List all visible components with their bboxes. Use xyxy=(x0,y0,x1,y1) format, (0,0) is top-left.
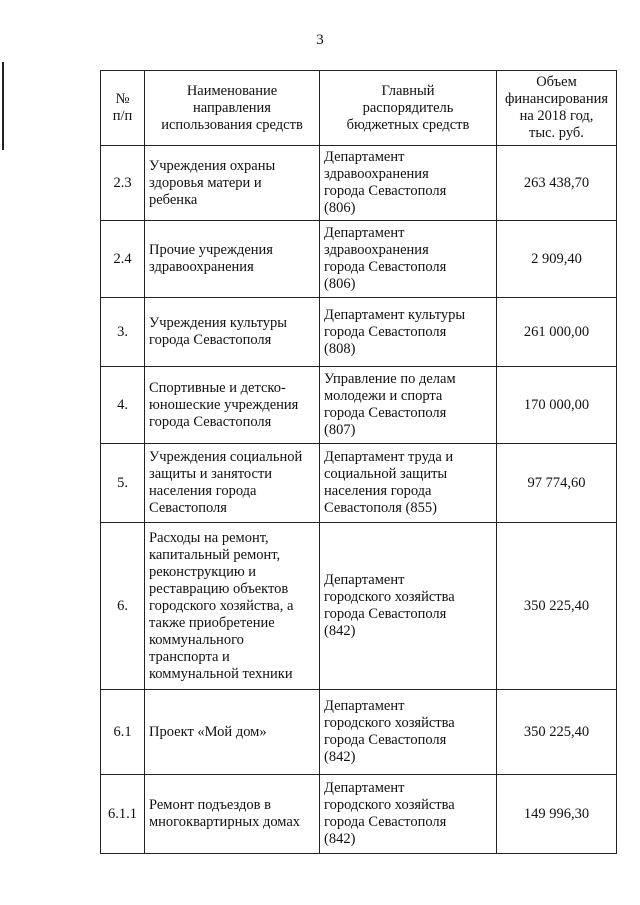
header-amount: Объем финансирования на 2018 год, тыс. руб. xyxy=(497,71,617,146)
row-num: 6.1 xyxy=(101,690,145,775)
row-name: Ремонт подъездов в многоквартирных домах xyxy=(145,775,320,854)
header-dept: Главный распорядитель бюджетных средств xyxy=(320,71,497,146)
row-num: 6.1.1 xyxy=(101,775,145,854)
row-dept: Департамент городского хозяйства города Севастополя (842) xyxy=(320,775,497,854)
row-amount: 97 774,60 xyxy=(497,444,617,523)
table-row xyxy=(101,221,617,298)
table-row xyxy=(101,298,617,367)
row-num: 5. xyxy=(101,444,145,523)
row-num: 4. xyxy=(101,367,145,444)
row-amount: 261 000,00 xyxy=(497,298,617,367)
row-num: 6. xyxy=(101,523,145,690)
page-number: 3 xyxy=(316,32,324,48)
row-amount: 350 225,40 xyxy=(497,690,617,775)
table-row xyxy=(101,146,617,221)
row-amount: 350 225,40 xyxy=(497,523,617,690)
row-dept: Департамент здравоохранения города Севастополя (806) xyxy=(320,146,497,221)
row-name: Учреждения социальной защиты и занятости населения города Севастополя xyxy=(145,444,320,523)
table-row xyxy=(101,690,617,775)
row-dept: Департамент городского хозяйства города Севастополя (842) xyxy=(320,690,497,775)
header-name: Наименование направления использования средств xyxy=(145,71,320,146)
row-amount: 2 909,40 xyxy=(497,221,617,298)
table-row xyxy=(101,775,617,854)
row-name: Спортивные и детско- юношеские учреждения города Севастополя xyxy=(145,367,320,444)
row-amount: 263 438,70 xyxy=(497,146,617,221)
row-dept: Департамент здравоохранения города Севастополя (806) xyxy=(320,221,497,298)
row-num: 2.3 xyxy=(101,146,145,221)
scan-edge-mark xyxy=(2,62,4,150)
table-row xyxy=(101,367,617,444)
row-amount: 149 996,30 xyxy=(497,775,617,854)
row-name: Проект «Мой дом» xyxy=(145,690,320,775)
row-dept: Управление по делам молодежи и спорта города Севастополя (807) xyxy=(320,367,497,444)
table-header-row xyxy=(101,71,617,146)
row-name: Учреждения культуры города Севастополя xyxy=(145,298,320,367)
row-amount: 170 000,00 xyxy=(497,367,617,444)
row-num: 3. xyxy=(101,298,145,367)
header-num: № п/п xyxy=(101,71,145,146)
row-num: 2.4 xyxy=(101,221,145,298)
row-dept: Департамент труда и социальной защиты населения города Севастополя (855) xyxy=(320,444,497,523)
row-name: Прочие учреждения здравоохранения xyxy=(145,221,320,298)
row-name: Учреждения охраны здоровья матери и ребенка xyxy=(145,146,320,221)
table-row xyxy=(101,523,617,690)
row-dept: Департамент городского хозяйства города Севастополя (842) xyxy=(320,523,497,690)
budget-table xyxy=(100,70,617,854)
row-dept: Департамент культуры города Севастополя (808) xyxy=(320,298,497,367)
table-row xyxy=(101,444,617,523)
row-name: Расходы на ремонт, капитальный ремонт, реконструкцию и реставрацию объектов городского хозяйства, а также приобретение коммунального транспорта и коммунальной техники xyxy=(145,523,320,690)
